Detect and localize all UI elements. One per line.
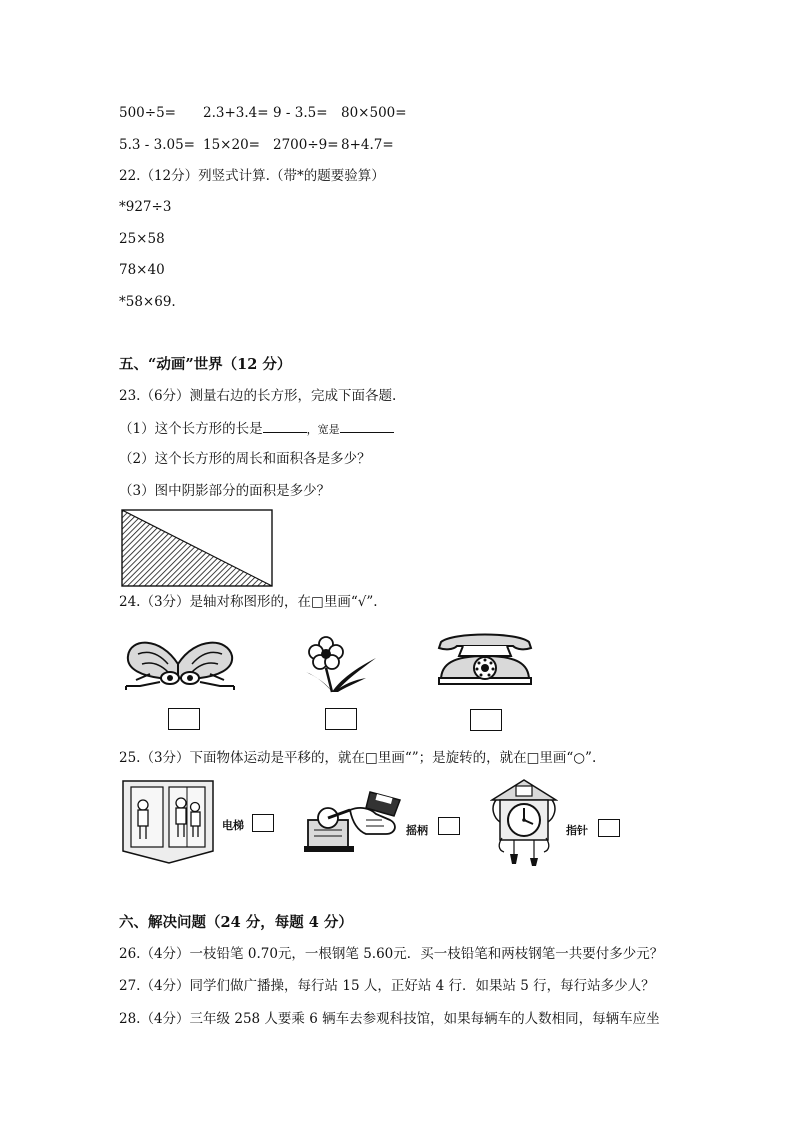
q22-title: 22.（12分）列竖式计算.（带*的题要验算） bbox=[119, 168, 385, 184]
crank-label: 摇柄 bbox=[406, 824, 428, 837]
calc-row-2 bbox=[119, 136, 394, 154]
width-blank[interactable] bbox=[340, 419, 394, 433]
clock-hand-label: 指针 bbox=[566, 824, 588, 837]
length-blank[interactable] bbox=[263, 419, 307, 433]
elevator-icon bbox=[121, 777, 215, 865]
answer-box-crank[interactable] bbox=[438, 817, 460, 835]
section-5-heading: 五、“动画”世界（12 分） bbox=[119, 356, 292, 373]
q22-item: 78×40 bbox=[119, 262, 165, 278]
q22-item: 25×58 bbox=[119, 231, 165, 247]
q25-title: 25.（3分）下面物体运动是平移的，就在□里画“”；是旋转的，就在□里画“○”. bbox=[119, 750, 597, 766]
calc-item: 80×500= bbox=[341, 105, 407, 121]
calc-item: 5.3 - 3.05= bbox=[119, 137, 195, 153]
answer-box-elevator[interactable] bbox=[252, 814, 274, 832]
calc-item: 9 - 3.5= bbox=[273, 105, 328, 121]
calc-item: 500÷5= bbox=[119, 105, 176, 121]
telephone-icon bbox=[433, 630, 537, 686]
q24-title: 24.（3分）是轴对称图形的，在□里画“√”. bbox=[119, 594, 378, 610]
calc-item: 8+4.7= bbox=[341, 137, 394, 153]
q28-text: 28.（4分）三年级 258 人要乘 6 辆车去参观科技馆，如果每辆车的人数相同，每辆车应坐 bbox=[119, 1011, 660, 1027]
elevator-label: 电梯 bbox=[222, 819, 244, 832]
q23-sub3: （3）图中阴影部分的面积是多少？ bbox=[119, 483, 331, 499]
q22-item: *927÷3 bbox=[119, 199, 172, 215]
calc-row-1 bbox=[119, 104, 407, 122]
answer-box-clock[interactable] bbox=[598, 819, 620, 837]
q27-text: 27.（4分）同学们做广播操，每行站 15 人，正好站 4 行．如果站 5 行，每行站多少人？ bbox=[119, 978, 655, 994]
section-6-heading: 六、解决问题（24 分，每题 4 分） bbox=[119, 914, 353, 931]
q23-title: 23.（6分）测量右边的长方形，完成下面各题. bbox=[119, 388, 397, 404]
calc-item: 15×20= bbox=[203, 137, 260, 153]
crank-sharpener-icon bbox=[300, 790, 404, 854]
bug-icon bbox=[120, 634, 240, 694]
q23-sub1 bbox=[119, 419, 394, 439]
answer-box-flower[interactable] bbox=[325, 708, 357, 730]
shaded-rectangle-figure bbox=[120, 508, 276, 588]
calc-item: 2.3+3.4= bbox=[203, 105, 269, 121]
answer-box-telephone[interactable] bbox=[470, 709, 502, 731]
q23-sub1-prefix: （1）这个长方形的长是 bbox=[119, 421, 263, 437]
calc-item: 2700÷9= bbox=[273, 137, 339, 153]
q26-text: 26.（4分）一枝铅笔 0.70元，一根钢笔 5.60元．买一枝铅笔和两枝钢笔一共要付多少元？ bbox=[119, 946, 664, 962]
q22-item: *58×69. bbox=[119, 294, 176, 310]
q23-sub2: （2）这个长方形的周长和面积各是多少？ bbox=[119, 451, 371, 467]
cuckoo-clock-icon bbox=[490, 778, 558, 866]
q23-sub1-mid: ，宽是 bbox=[306, 423, 340, 436]
flower-icon bbox=[296, 634, 380, 694]
answer-box-bug[interactable] bbox=[168, 708, 200, 730]
